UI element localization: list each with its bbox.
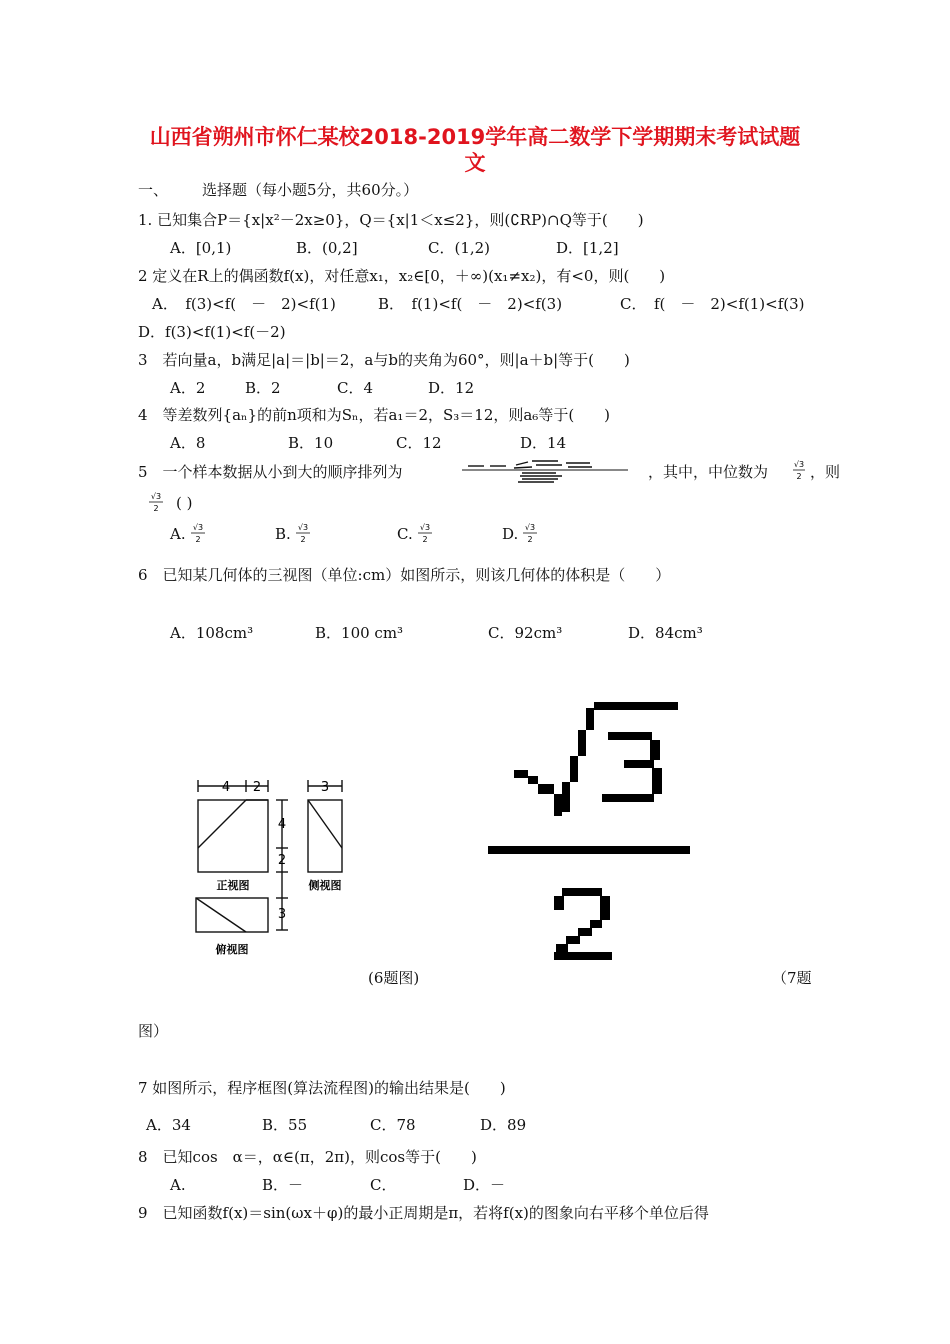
- question-4-option-b: B．10: [288, 434, 334, 452]
- dim-label-v3: 3: [277, 907, 287, 922]
- svg-text:√3: √3: [192, 523, 204, 532]
- option-b-fraction: [293, 522, 313, 544]
- question-8-option-d: D．－: [463, 1176, 506, 1194]
- svg-text:2: 2: [527, 535, 533, 544]
- question-3-option-d: D．12: [428, 379, 475, 397]
- dim-label-4: 4: [221, 780, 231, 795]
- document-title: 山西省朔州市怀仁某校2018-2019学年高二数学下学期期末考试试题: [149, 125, 801, 149]
- svg-text:2: 2: [153, 504, 159, 513]
- question-7-option-a: A．34: [146, 1116, 191, 1134]
- question-2-option-a: A． f(3)<f( － 2)<f(1): [152, 295, 336, 313]
- section-heading: 选择题（每小题5分，共60分。）: [202, 181, 419, 199]
- svg-text:√3: √3: [150, 492, 162, 501]
- question-2-stem: 2 定义在R上的偶函数f(x)，对任意x₁，x₂∈[0，＋∞)(x₁≠x₂)，有<0，则( ): [138, 267, 666, 285]
- svg-text:√3: √3: [419, 523, 431, 532]
- svg-text:2: 2: [300, 535, 306, 544]
- question-5-option-a: A.: [170, 525, 186, 543]
- question-8-option-c: C．: [370, 1176, 397, 1194]
- question-3-option-a: A．2: [170, 379, 206, 397]
- question-5-option-d: D.: [502, 525, 519, 543]
- question-1-stem: 1. 已知集合P＝{x|x²－2x≥0}，Q＝{x|1＜x≤2}，则(∁RP)∩Q等于( ): [138, 211, 644, 229]
- svg-text:2: 2: [195, 535, 201, 544]
- question-5-option-b: B.: [275, 525, 291, 543]
- svg-text:√3: √3: [297, 523, 309, 532]
- option-c-fraction: [415, 522, 435, 544]
- option-a-fraction: [188, 522, 208, 544]
- question-8-option-b: B．－: [262, 1176, 304, 1194]
- question-5-blank: ( ): [176, 494, 193, 512]
- question-8-stem: 8 已知cos α＝，α∈(π，2π)，则cos等于( ): [138, 1148, 477, 1166]
- question-3-option-c: C．4: [337, 379, 374, 397]
- question-6-option-c: C．92cm³: [488, 624, 563, 642]
- question-2-option-d: D．f(3)<f(1)<f(－2): [138, 323, 286, 341]
- document-title-continued: 文: [464, 151, 486, 175]
- question-9-stem: 9 已知函数f(x)＝sin(ωx＋φ)的最小正周期是π，若将f(x)的图象向右平移个单位后得: [138, 1204, 709, 1222]
- svg-text:2: 2: [422, 535, 428, 544]
- question-2-option-c: C． f( － 2)<f(1)<f(3): [620, 295, 805, 313]
- median-fraction: [791, 459, 807, 481]
- side-view-label: 侧视图: [308, 879, 342, 892]
- question-4-stem: 4 等差数列{aₙ}的前n项和为Sₙ，若a₁＝2，S₃＝12，则a₆等于( ): [138, 406, 611, 424]
- question-7-option-d: D．89: [480, 1116, 527, 1134]
- question-4-option-c: C．12: [396, 434, 442, 452]
- three-view-figure: [190, 776, 360, 960]
- question-5-stem-end: ，则: [810, 463, 841, 481]
- figure-6-caption: (6题图): [368, 969, 420, 987]
- top-view-label: 俯视图: [215, 943, 249, 956]
- question-4-option-d: D．14: [520, 434, 567, 452]
- front-view-label: 正视图: [216, 879, 250, 892]
- question-7-stem: 7 如图所示，程序框图(算法流程图)的输出结果是( ): [138, 1079, 506, 1097]
- fraction-image: [484, 700, 694, 968]
- question-1-option-d: D．[1,2]: [556, 239, 619, 257]
- dim-label-3: 3: [320, 780, 330, 795]
- svg-text:√3: √3: [793, 460, 805, 469]
- question-1-option-b: B．(0,2]: [296, 239, 358, 257]
- svg-text:√3: √3: [524, 523, 536, 532]
- question-6-stem: 6 已知某几何体的三视图（单位:cm）如图所示，则该几何体的体积是（ ）: [138, 566, 671, 584]
- question-3-stem: 3 若向量a，b满足|a|＝|b|＝2，a与b的夹角为60°，则|a＋b|等于( ): [138, 351, 630, 369]
- question-4-option-a: A．8: [170, 434, 206, 452]
- question-6-option-b: B．100 cm³: [315, 624, 404, 642]
- question-1-option-a: A．[0,1): [170, 239, 232, 257]
- question-6-option-a: A．108cm³: [170, 624, 254, 642]
- question-5-fraction: [146, 491, 166, 513]
- question-1-option-c: C．(1,2): [428, 239, 491, 257]
- question-8-option-a: A.: [170, 1176, 186, 1194]
- question-7-option-b: B．55: [262, 1116, 308, 1134]
- data-sequence-image: [462, 456, 632, 488]
- figure-7-caption-end: 图）: [138, 1022, 169, 1040]
- question-3-option-b: B．2: [245, 379, 281, 397]
- question-5-stem: 5 一个样本数据从小到大的顺序排列为: [138, 463, 403, 481]
- dim-label-v2: 2: [277, 853, 287, 868]
- dim-label-2: 2: [252, 780, 262, 795]
- svg-text:2: 2: [796, 472, 802, 481]
- question-5-stem-mid: ，其中，中位数为: [648, 463, 769, 481]
- figure-7-caption: （7题: [772, 969, 812, 987]
- section-number: 一、: [138, 181, 169, 199]
- dim-label-v4: 4: [277, 817, 287, 832]
- option-d-fraction: [520, 522, 540, 544]
- question-5-option-c: C.: [397, 525, 413, 543]
- question-7-option-c: C．78: [370, 1116, 416, 1134]
- question-6-option-d: D．84cm³: [628, 624, 703, 642]
- question-2-option-b: B． f(1)<f( － 2)<f(3): [378, 295, 563, 313]
